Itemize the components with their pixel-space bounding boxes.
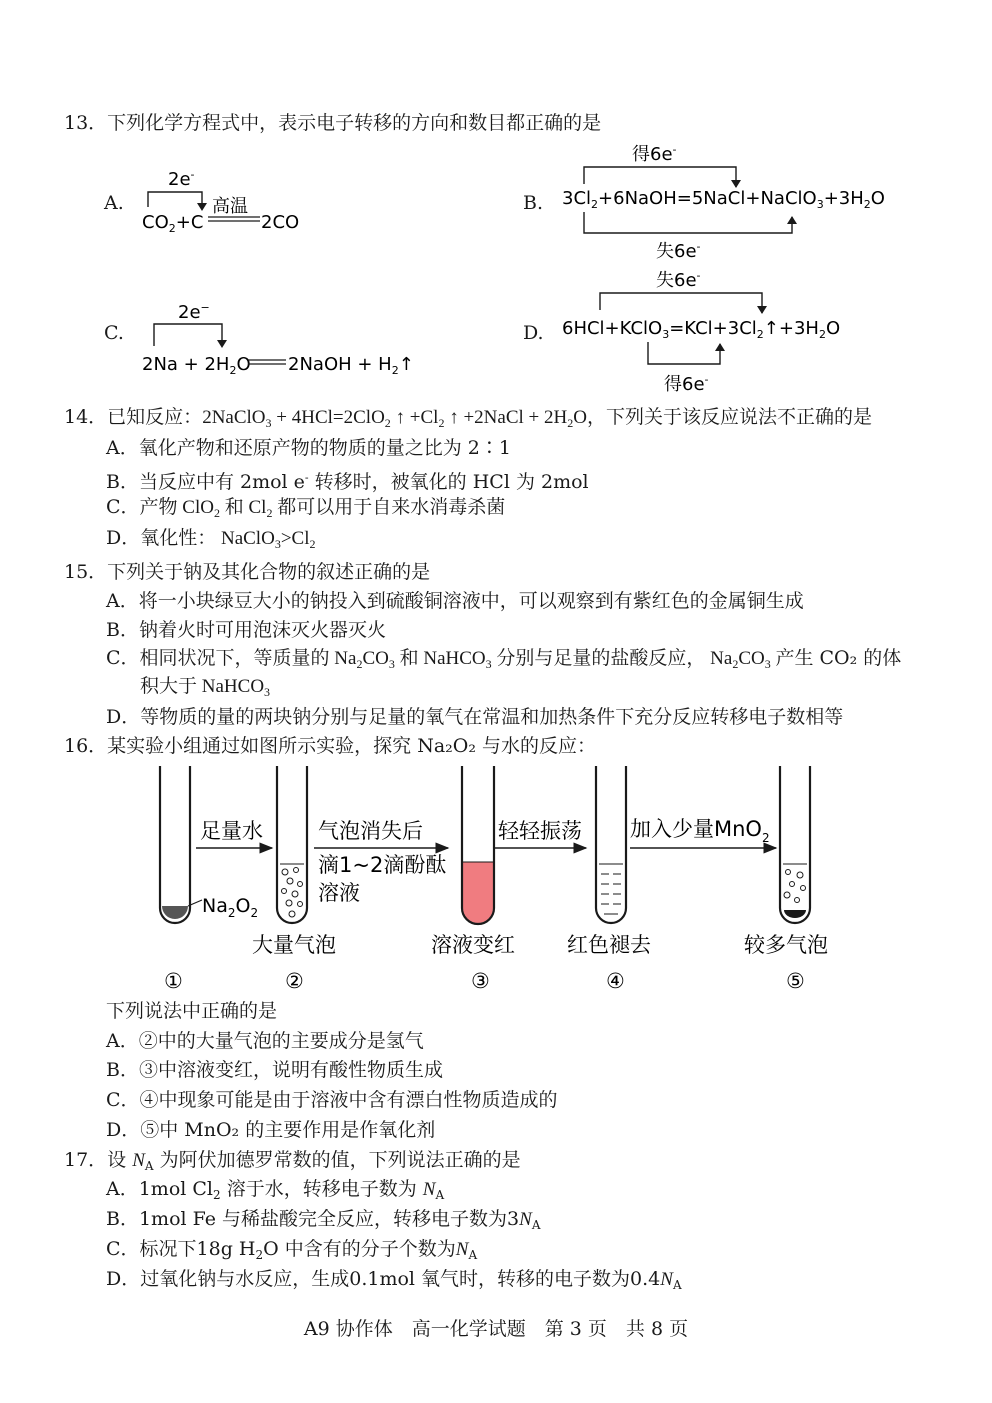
q15-c-part5: 积大于: [140, 675, 198, 697]
q17-c-pre: C．标况下18g H: [106, 1238, 256, 1260]
q17-stem-pre: 17．设: [64, 1149, 127, 1171]
q16-obs-2: 大量气泡: [252, 933, 336, 957]
q14-option-c: C．产物 ClO$_2$ 和 $Cl_2$ 都可以用于自来水消毒杀菌: [106, 496, 506, 520]
q16-stem: 16．某实验小组通过如图所示实验，探究 Na₂O₂ 与水的反应：: [64, 735, 597, 757]
q14-stem: [64, 405, 872, 435]
q15-option-a: A．将一小块绿豆大小的钠投入到硫酸铜溶液中，可以观察到有紫红色的金属铜生成: [106, 590, 804, 612]
q16-arrow-2-bottom-1: 滴1~2滴酚酞: [318, 853, 447, 877]
q16-tube-5: [780, 766, 810, 923]
q13-c-rhs: 2NaOH + $H_2↑$: [288, 354, 414, 377]
q16-obs-3: 溶液变红: [431, 933, 515, 957]
q14-c-pre: C．产物: [106, 496, 178, 518]
q14-option-b: B．当反应中有 2mol e- 转移时，被氧化的 HCl 为 2mol: [106, 471, 589, 493]
q16-arrow-3-label: 轻轻振荡: [498, 819, 582, 843]
q13-a-transfer-bracket: [148, 192, 202, 209]
q13-d-loss-text: 失6e: [656, 270, 697, 291]
q13-b-loss-bracket: [584, 212, 792, 233]
q14-stem-suffix: ，下列关于该反应说法不正确的是: [586, 406, 872, 428]
q16-arrow-4-text: 加入少量MnO: [630, 817, 762, 841]
q13-c-lhs: $2Na + 2H_2O$: [142, 354, 251, 377]
q13-d-loss-bracket: [600, 293, 762, 313]
q13-option-c-letter: C.: [104, 322, 124, 344]
q13-option-b-letter: B.: [523, 192, 544, 214]
q16-tube-3: [462, 766, 494, 924]
q13-d-gain-label: 得6e-: [664, 373, 709, 395]
q13-b-loss-text: 失6e: [656, 241, 697, 262]
q17-a-post: 溶于水，转移电子数为: [226, 1178, 417, 1200]
q17-stem: 17．设 $N_A$ 为阿伏加德罗常数的值，下列说法正确的是: [64, 1149, 521, 1173]
page-footer: A9 协作体 高一化学试题 第 3 页 共 8 页: [303, 1318, 689, 1340]
q16-arrow-4-label: 加入少量MnO$_2$: [630, 817, 770, 845]
q13-a-arrowhead: [197, 203, 207, 211]
q17-stem-post: 为阿伏加德罗常数的值，下列说法正确的是: [159, 1149, 521, 1171]
q13-c-arrowhead: [217, 340, 227, 348]
q13-d-gain-bracket: [648, 342, 720, 364]
q13-d-gain-text: 得6e: [664, 374, 705, 395]
q13-a-lhs: $CO_2+C$: [142, 212, 204, 235]
q13-d-loss-arrowhead: [757, 306, 767, 314]
q16-option-b: B．③中溶液变红，说明有酸性物质生成: [106, 1059, 443, 1081]
q14-reaction: 2NaClO$_3$ + 4HCl=2ClO$_2$ ↑ $+Cl_2$ ↑ +2NaCl + $2H_2O$: [202, 407, 587, 430]
q13-d-formula: $6HCl+KClO_3=KCl+3Cl_2↑+3H_2O$: [562, 318, 841, 341]
q16-arrow-2-bottom-2: 溶液: [318, 881, 360, 905]
q13-b-loss-arrowhead: [787, 216, 797, 224]
q14-b-post: 转移时，被氧化的 HCl 为 2mol: [308, 471, 589, 493]
q16-tube-4: [596, 766, 626, 923]
q13-c-electron-label: 2e−: [178, 301, 210, 323]
q16-num-2: ②: [285, 969, 304, 993]
q15-option-c-line1: C．相同状况下，等质量的 $Na_2CO_3$ 和 NaHCO$_3$ 分别与足量的盐酸反应， $Na_2CO_3$ 产生 CO₂ 的体: [106, 647, 902, 671]
q16-experiment-diagram: [140, 760, 860, 995]
q14-c-mid: 和: [224, 496, 244, 518]
q13-option-a-letter: A.: [104, 192, 124, 214]
q13-option-d-equation: [560, 264, 880, 399]
q13-c-electron-count: 2e: [178, 302, 201, 323]
q13-option-d-letter: D.: [523, 322, 544, 344]
q17-option-b: B．1mol Fe 与稀盐酸完全反应，转移电子数为$3N_A$: [106, 1208, 541, 1232]
q13-b-gain-text: 得6e: [632, 144, 673, 165]
q13-b-gain-bracket: [584, 167, 736, 187]
q15-c-part4: 产生 CO₂ 的体: [775, 647, 902, 669]
q14-option-a: A．氧化产物和还原产物的物质的量之比为 2∶1: [106, 437, 511, 459]
q13-stem: 13．下列化学方程式中，表示电子转移的方向和数目都正确的是: [64, 112, 602, 134]
q13-option-b-equation: [560, 140, 900, 265]
q13-b-gain-label: 得6e-: [632, 143, 677, 165]
q16-num-5: ⑤: [786, 969, 805, 993]
q13-option-a-equation: [140, 165, 310, 240]
q16-option-c: C．④中现象可能是由于溶液中含有漂白性物质造成的: [106, 1089, 558, 1111]
q15-option-c-line2: 积大于 NaHCO$_3$: [140, 675, 271, 699]
q13-a-electron-label: 2e-: [168, 168, 195, 190]
q16-reagent-text: Na: [202, 895, 228, 917]
q16-option-d: D．⑤中 MnO₂ 的主要作用是作氧化剂: [106, 1119, 436, 1141]
q16-num-3: ③: [471, 969, 490, 993]
q13-a-rhs: 2CO: [261, 212, 300, 233]
q16-num-1: ①: [164, 969, 183, 993]
q13-b-gain-arrowhead: [731, 180, 741, 188]
q15-option-b: B．钠着火时可用泡沫灭火器灭火: [106, 619, 386, 641]
q17-option-a: A．1mol $Cl_2$ 溶于水，转移电子数为 $N_A$: [106, 1178, 445, 1202]
q13-a-electron-count: 2e: [168, 169, 191, 190]
q16-reagent-label: $Na_2O_2$: [202, 895, 259, 920]
q14-d-pre: D．氧化性：: [106, 527, 217, 549]
q13-c-transfer-bracket: [154, 324, 222, 346]
q13-option-c-equation: [140, 298, 420, 378]
q15-c-part2: 和: [399, 647, 419, 669]
q16-tube-1: [160, 766, 202, 923]
q15-c-part3: 分别与足量的盐酸反应，: [496, 647, 706, 669]
q14-stem-prefix: 14．已知反应：: [64, 406, 203, 428]
q17-b-pre: B．1mol Fe 与稀盐酸完全反应，转移电子数为3: [106, 1208, 520, 1230]
q13-a-condition: 高温: [212, 196, 248, 217]
q16-tube-2: [277, 766, 307, 923]
q15-option-d: D．等物质的量的两块钠分别与足量的氧气在常温和加热条件下充分反应转移电子数相等: [106, 706, 844, 728]
q17-a-pre: A．1mol Cl: [106, 1178, 213, 1200]
q16-obs-4: 红色褪去: [567, 933, 651, 957]
q17-c-post: O 中含有的分子个数为: [263, 1238, 456, 1260]
q16-arrow-2-top: 气泡消失后: [318, 819, 423, 843]
q17-option-d: D．过氧化钠与水反应，生成0.1mol 氧气时，转移的电子数为$0.4N_A$: [106, 1268, 682, 1292]
q17-option-c: C．标况下18g $H_2O$ 中含有的分子个数为$N_A$: [106, 1238, 478, 1262]
q17-d-pre: D．过氧化钠与水反应，生成0.1mol 氧气时，转移的电子数为0.4: [106, 1268, 661, 1290]
q13-d-loss-label: 失6e-: [656, 269, 701, 291]
q14-b-pre: B．当反应中有 2mol e: [106, 471, 305, 493]
q13-d-gain-arrowhead: [715, 343, 725, 351]
q14-option-d: D．氧化性： $NaClO_3>Cl_2$: [106, 527, 316, 551]
q16-num-4: ④: [606, 969, 625, 993]
q15-c-part1: C．相同状况下，等质量的: [106, 647, 330, 669]
q16-obs-5: 较多气泡: [744, 933, 828, 957]
q15-stem: 15．下列关于钠及其化合物的叙述正确的是: [64, 561, 431, 583]
q16-prompt: 下列说法中正确的是: [106, 1000, 278, 1022]
q16-option-a: A．②中的大量气泡的主要成分是氢气: [106, 1030, 424, 1052]
q13-b-formula: $3Cl_2+6NaOH=5NaCl+NaClO_3+3H_2O$: [562, 188, 885, 211]
q16-arrow-1-label: 足量水: [200, 819, 263, 843]
q14-c-post: 都可以用于自来水消毒杀菌: [277, 496, 506, 518]
q13-b-loss-label: 失6e-: [656, 240, 701, 262]
